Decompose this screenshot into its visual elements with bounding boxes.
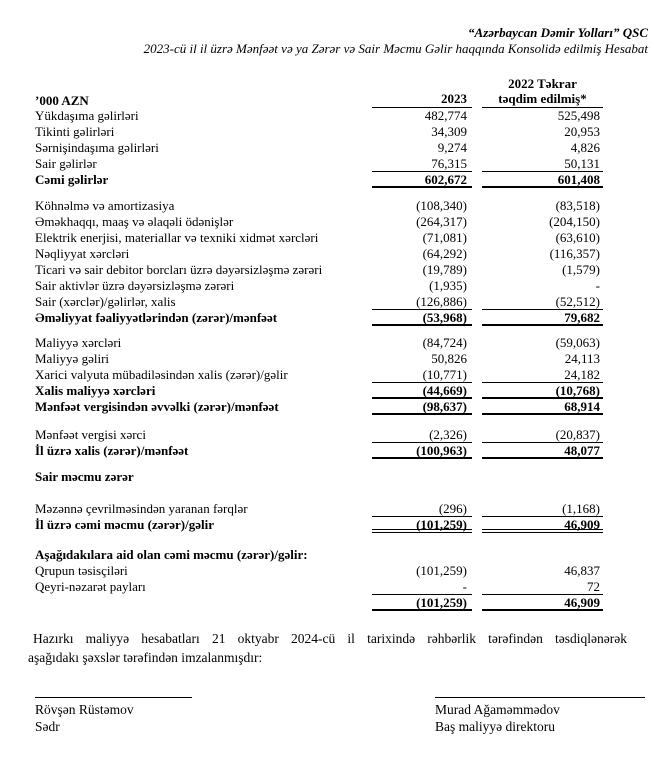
table-row (35, 124, 603, 140)
value-2022: (116,357) (549, 246, 600, 261)
table-row (35, 517, 603, 533)
row-label: Yükdaşıma gəlirləri (35, 108, 139, 123)
table-row (35, 595, 603, 611)
row-label (35, 595, 372, 611)
signatory-title: Sədr (35, 719, 60, 734)
approval-statement-line2: aşağıdakı şəxslər tərəfindən imzalanmışdır: (28, 650, 263, 665)
column-header-2022-line2: təqdim edilmiş* (498, 91, 587, 106)
row-label: Qeyri-nəzarət payları (35, 579, 146, 594)
value-2023: (64,292) (422, 246, 467, 261)
value-2022 (482, 469, 603, 485)
value-2023: (71,081) (422, 230, 467, 245)
table-spacer (35, 459, 603, 469)
row-label: Mənfəət vergisi xərci (35, 427, 146, 442)
approval-statement-line1: Hazırkı maliyyə hesabatları 21 oktyabr 2024-cü il tarixində rəhbərlik tərəfindən təsdiqlənərək (33, 631, 627, 646)
value-2022: (83,518) (555, 198, 600, 213)
value-2022: 48,077 (482, 443, 603, 459)
row-label: Sair (xərclər)/gəlirlər, xalis (35, 294, 176, 309)
value-2022: 20,953 (564, 124, 600, 139)
value-2023: (10,771) (372, 367, 472, 383)
value-2022: (204,150) (549, 214, 600, 229)
row-label: İl üzrə xalis (zərər)/mənfəət (35, 443, 189, 458)
value-2022: (10,768) (482, 383, 603, 399)
value-2022: - (595, 278, 600, 293)
table-row (35, 278, 603, 294)
table-row (35, 501, 603, 517)
value-2022: (1,579) (562, 262, 600, 277)
column-header-2023: 2023 (372, 91, 472, 108)
table-row (35, 198, 603, 214)
signature-section (35, 697, 654, 735)
value-2022: 46,909 (482, 595, 603, 611)
value-2023: (84,724) (422, 335, 467, 350)
table-spacer (35, 533, 603, 547)
row-label: Köhnəlmə və amortizasiya (35, 198, 175, 213)
row-label: Sair gəlirlər (35, 156, 97, 171)
value-2022: (20,837) (482, 427, 603, 443)
table-row (35, 108, 603, 124)
value-2023: (101,259) (416, 563, 467, 578)
value-2023: (1,935) (429, 278, 467, 293)
column-header-unit: ’000 AZN (35, 93, 89, 108)
value-2022: 4,826 (570, 140, 600, 155)
value-2022: 72 (482, 579, 603, 595)
value-2022 (482, 547, 603, 563)
income-statement-table (35, 76, 603, 611)
row-label: Nəqliyyat xərcləri (35, 246, 130, 261)
value-2023: (53,968) (372, 310, 472, 326)
table-header-row (35, 76, 603, 108)
row-label: Aşağıdakılara aid olan cəmi məcmu (zərər)/gəlir: (35, 547, 308, 562)
table-row (35, 230, 603, 246)
value-2022: 24,113 (564, 351, 600, 366)
signatory-name: Murad Ağaməmmədov (435, 702, 560, 717)
value-2022: (52,512) (482, 294, 603, 310)
row-label: Elektrik enerjisi, materiallar və texniki xidmət xərcləri (35, 230, 319, 245)
column-header-2022-line1: 2022 Təkrar (508, 76, 577, 91)
value-2022: (59,063) (555, 335, 600, 350)
row-label: Sərnişindaşıma gəlirləri (35, 140, 159, 155)
value-2022: (1,168) (482, 501, 603, 517)
value-2023: (100,963) (372, 443, 472, 459)
value-2022: (63,610) (555, 230, 600, 245)
table-row (35, 140, 603, 156)
value-2022: 525,498 (557, 108, 600, 123)
table-spacer (35, 485, 603, 501)
table-row (35, 367, 603, 383)
table-body (35, 108, 603, 611)
table-row (35, 156, 603, 172)
row-label: Məzənnə çevrilməsindən yaranan fərqlər (35, 501, 248, 516)
signatory-name: Rövşən Rüstəmov (35, 702, 134, 717)
value-2022: 24,182 (482, 367, 603, 383)
table-row (35, 443, 603, 459)
table-row (35, 262, 603, 278)
table-row (35, 563, 603, 579)
row-label: Xalis maliyyə xərcləri (35, 383, 156, 398)
row-label: Tikinti gəlirləri (35, 124, 115, 139)
row-label: Sair aktivlər üzrə dəyərsizləşmə zərəri (35, 278, 235, 293)
signatory-title: Baş maliyyə direktoru (435, 719, 555, 734)
table-row (35, 214, 603, 230)
row-label: Maliyyə gəliri (35, 351, 110, 366)
company-title: “Azərbaycan Dəmir Yolları” QSC (468, 25, 648, 40)
value-2023: (44,669) (372, 383, 472, 399)
row-label: Maliyyə xərcləri (35, 335, 122, 350)
value-2022: 50,131 (482, 156, 603, 172)
table-row (35, 335, 603, 351)
column-header-2022 (482, 76, 603, 108)
table-row (35, 547, 603, 563)
signature-line (35, 697, 192, 698)
value-2023: (264,317) (416, 214, 467, 229)
report-subtitle: 2023-cü il il üzrə Mənfəət və ya Zərər və Sair Məcmu Gəlir haqqında Konsolidə edilmiş Hesabat (143, 41, 648, 56)
value-2023: (108,340) (416, 198, 467, 213)
table-row (35, 469, 603, 485)
table-row (35, 579, 603, 595)
row-label: Qrupun təsisçiləri (35, 563, 128, 578)
value-2023: (101,259) (372, 517, 472, 533)
value-2023: 482,774 (424, 108, 467, 123)
value-2023: 50,826 (431, 351, 467, 366)
table-spacer (35, 415, 603, 427)
table-row (35, 427, 603, 443)
table-row (35, 172, 603, 188)
value-2023: 9,274 (437, 140, 467, 155)
document-header (35, 25, 648, 57)
value-2023: 76,315 (372, 156, 472, 172)
value-2023: (98,637) (372, 399, 472, 415)
value-2023: (2,326) (372, 427, 472, 443)
table-row (35, 246, 603, 262)
table-row (35, 383, 603, 399)
value-2022: 46,837 (564, 563, 600, 578)
value-2022: 68,914 (482, 399, 603, 415)
value-2023: (19,789) (422, 262, 467, 277)
value-2023 (372, 547, 472, 563)
value-2023: 602,672 (372, 172, 472, 188)
table-row (35, 399, 603, 415)
value-2023: (126,886) (372, 294, 472, 310)
table-row (35, 310, 603, 326)
signature-line (435, 697, 645, 698)
row-label: Sair məcmu zərər (35, 469, 134, 484)
signature-block-cfo (435, 697, 645, 735)
approval-statement (28, 629, 627, 667)
value-2023 (372, 469, 472, 485)
value-2022: 601,408 (482, 172, 603, 188)
value-2022: 46,909 (482, 517, 603, 533)
row-label: İl üzrə cəmi məcmu (zərər)/gəlir (35, 517, 215, 532)
row-label: Cəmi gəlirlər (35, 172, 109, 187)
table-row (35, 294, 603, 310)
table-spacer (35, 326, 603, 335)
value-2023: 34,309 (431, 124, 467, 139)
table-spacer (35, 188, 603, 198)
row-label: Əməliyyat fəaliyyətlərindən (zərər)/mənfəət (35, 310, 278, 325)
value-2022: 79,682 (482, 310, 603, 326)
row-label: Ticari və sair debitor borcları üzrə dəyərsizləşmə zərəri (35, 262, 323, 277)
value-2023: - (372, 579, 472, 595)
signature-block-chairman (35, 697, 192, 735)
value-2023: (296) (372, 501, 472, 517)
row-label: Əməkhaqqı, maaş və əlaqəli ödənişlər (35, 214, 234, 229)
table-row (35, 351, 603, 367)
value-2023: (101,259) (372, 595, 472, 611)
row-label: Xarici valyuta mübadiləsindən xalis (zərər)/gəlir (35, 367, 288, 382)
row-label: Mənfəət vergisindən əvvəlki (zərər)/mənfəət (35, 399, 279, 414)
